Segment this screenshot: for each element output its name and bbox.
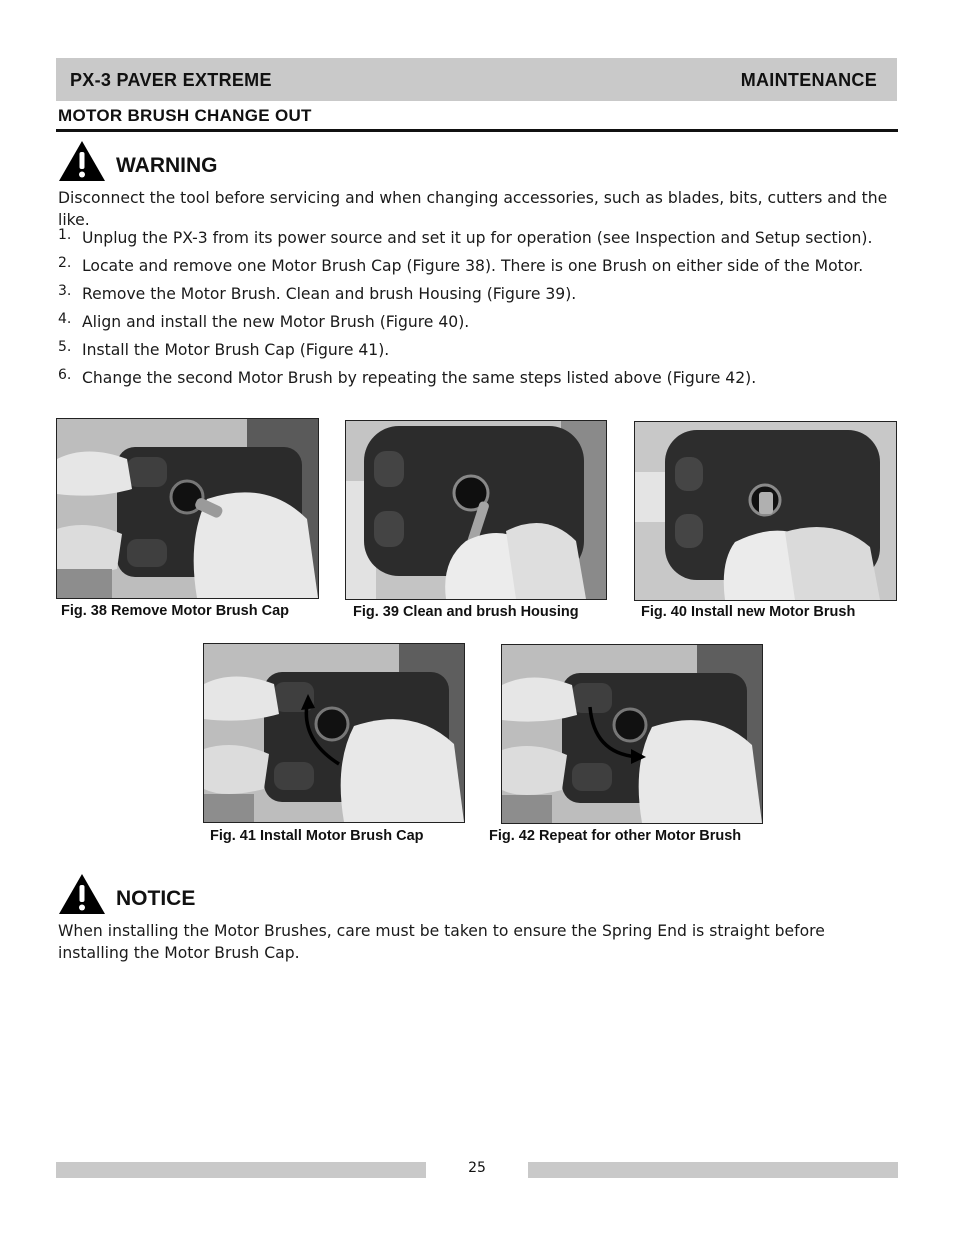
notice-title: NOTICE xyxy=(116,887,196,910)
warning-title: WARNING xyxy=(116,154,218,177)
step-number: 1. xyxy=(58,227,72,243)
notice-heading xyxy=(58,873,195,915)
figure-39-caption: Fig. 39 Clean and brush Housing xyxy=(353,604,579,620)
figure-39-photo xyxy=(345,420,607,600)
chapter-title: MAINTENANCE xyxy=(740,70,877,90)
step-item xyxy=(58,255,898,283)
footer-bar-left xyxy=(56,1162,426,1178)
figure-41-caption: Fig. 41 Install Motor Brush Cap xyxy=(210,828,424,844)
step-text: Unplug the PX-3 from its power source and set it up for operation (see Inspection and Setup section). xyxy=(82,229,873,247)
figure-42-caption: Fig. 42 Repeat for other Motor Brush xyxy=(489,828,742,844)
step-number: 4. xyxy=(58,311,72,327)
figure-42-photo xyxy=(501,644,763,824)
step-number: 5. xyxy=(58,339,72,355)
warning-heading xyxy=(58,140,218,182)
footer-bar-right xyxy=(528,1162,898,1178)
section-divider xyxy=(56,129,898,132)
figure-40-caption: Fig. 40 Install new Motor Brush xyxy=(641,604,856,620)
steps-list xyxy=(58,227,898,395)
step-number: 3. xyxy=(58,283,72,299)
step-text: Remove the Motor Brush. Clean and brush Housing (Figure 39). xyxy=(82,285,577,303)
step-number: 2. xyxy=(58,255,72,271)
step-text: Change the second Motor Brush by repeating the same steps listed above (Figure 42). xyxy=(82,369,757,387)
figure-38-caption: Fig. 38 Remove Motor Brush Cap xyxy=(61,603,290,619)
header-bar xyxy=(56,58,897,101)
figure-41-photo xyxy=(203,643,465,823)
step-text: Install the Motor Brush Cap (Figure 41). xyxy=(82,341,390,359)
warning-triangle-icon xyxy=(58,140,106,182)
step-item xyxy=(58,311,898,339)
figure-40-photo xyxy=(634,421,897,601)
step-item xyxy=(58,283,898,311)
notice-triangle-icon xyxy=(58,873,106,915)
step-number: 6. xyxy=(58,367,72,383)
page-number: 25 xyxy=(468,1160,486,1176)
figure-38-photo xyxy=(56,418,319,599)
document-title: PX-3 PAVER EXTREME xyxy=(70,70,272,90)
step-text: Align and install the new Motor Brush (Figure 40). xyxy=(82,313,470,331)
step-item xyxy=(58,227,898,255)
step-item xyxy=(58,339,898,367)
section-title: MOTOR BRUSH CHANGE OUT xyxy=(58,106,312,125)
warning-text: Disconnect the tool before servicing and when changing accessories, such as blades, bits, cutters and the like. xyxy=(58,189,888,229)
notice-text: When installing the Motor Brushes, care must be taken to ensure the Spring End is straight before installing the Motor Brush Cap. xyxy=(58,922,825,962)
step-item xyxy=(58,367,898,395)
step-text: Locate and remove one Motor Brush Cap (Figure 38). There is one Brush on either side of the Motor. xyxy=(82,257,864,275)
